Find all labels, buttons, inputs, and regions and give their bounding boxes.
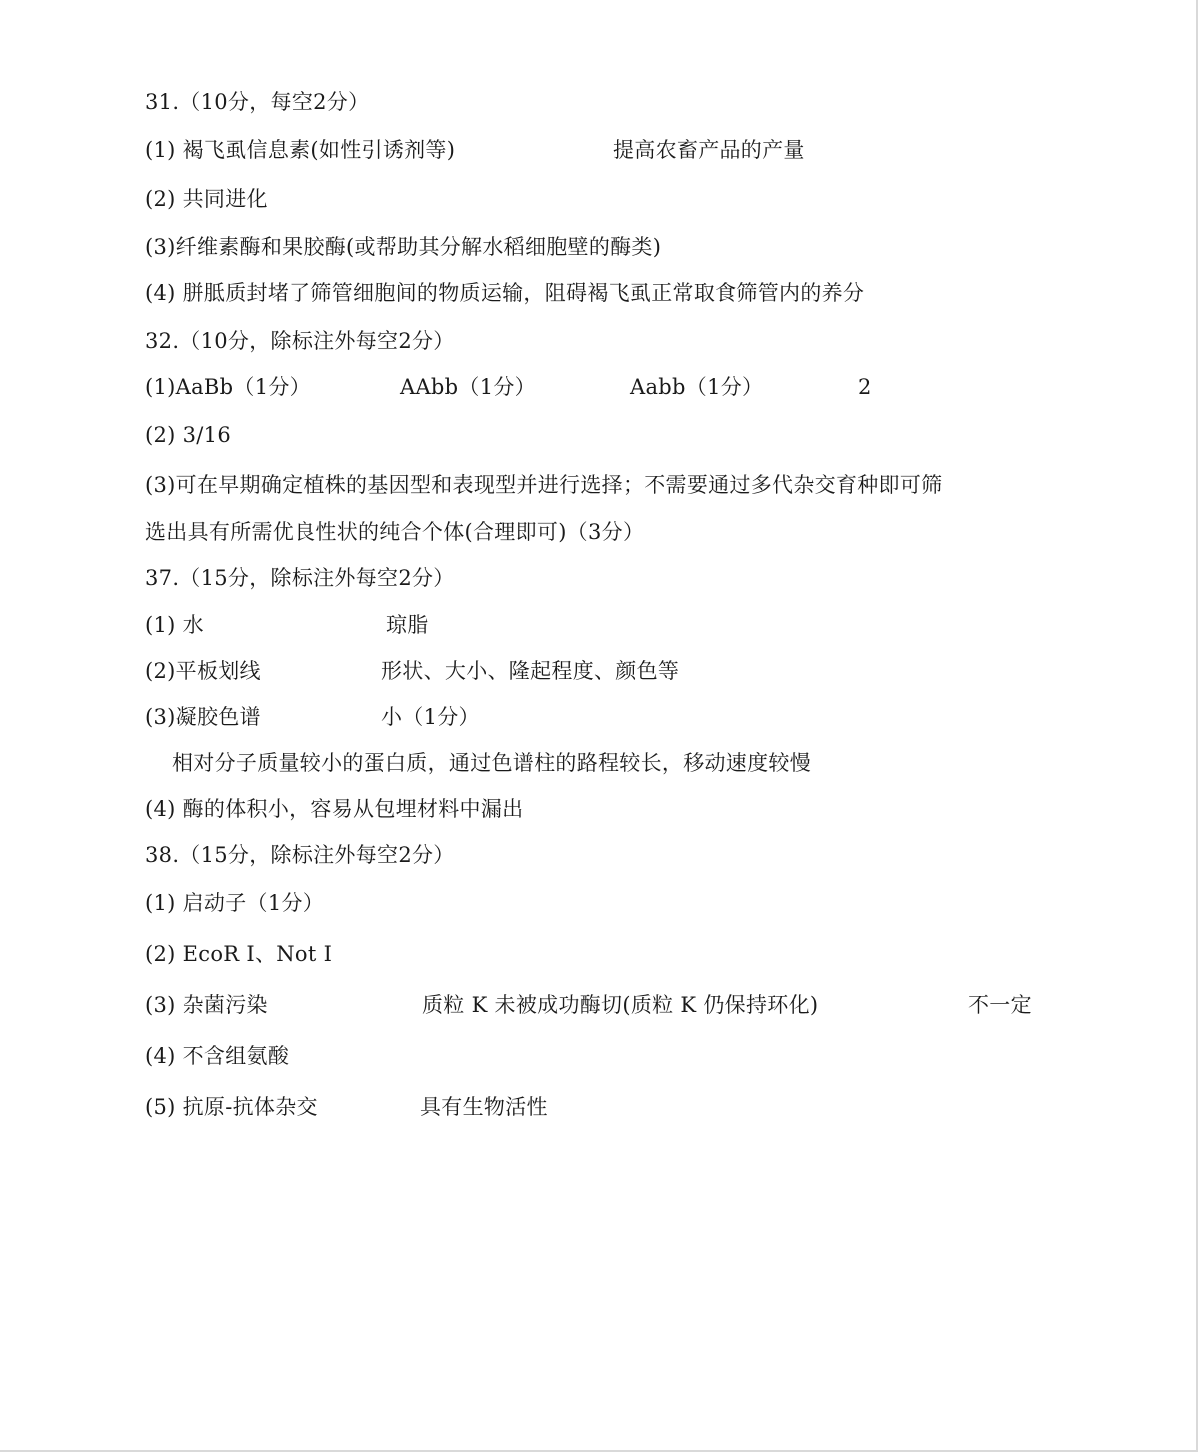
q37-answer-1a: (1) 水: [145, 613, 204, 637]
q31-answer-3: (3)纤维素酶和果胶酶(或帮助其分解水稻细胞壁的酶类): [145, 235, 662, 259]
q37-answer-3c: 相对分子质量较小的蛋白质，通过色谱柱的路程较长，移动速度较慢: [172, 751, 811, 775]
q38-header: 38.（15分，除标注外每空2分）: [145, 843, 455, 867]
q38-answer-1: (1) 启动子（1分）: [145, 891, 325, 915]
q38-answer-3b: 质粒 K 未被成功酶切(质粒 K 仍保持环化): [422, 993, 819, 1017]
q31-answer-2: (2) 共同进化: [145, 187, 268, 211]
q37-answer-2b: 形状、大小、隆起程度、颜色等: [381, 659, 680, 683]
q37-answer-1b: 琼脂: [386, 613, 429, 637]
q37-answer-4: (4) 酶的体积小，容易从包埋材料中漏出: [145, 797, 524, 821]
q31-answer-4: (4) 胼胝质封堵了筛管细胞间的物质运输，阻碍褐飞虱正常取食筛管内的养分: [145, 281, 865, 305]
q38-answer-2: (2) EcoR I、Not I: [145, 942, 333, 966]
q32-answer-1a: (1)AaBb（1分）: [145, 375, 311, 399]
q38-answer-3a: (3) 杂菌污染: [145, 993, 268, 1017]
q37-answer-3a: (3)凝胶色谱: [145, 705, 261, 729]
q32-answer-2: (2) 3/16: [145, 423, 231, 447]
q32-answer-1b: AAbb（1分）: [400, 375, 536, 399]
q31-answer-1a: (1) 褐飞虱信息素(如性引诱剂等): [145, 138, 456, 162]
q32-answer-3b: 选出具有所需优良性状的纯合个体(合理即可)（3分）: [145, 520, 645, 544]
q38-answer-5b: 具有生物活性: [420, 1095, 548, 1119]
q37-header: 37.（15分，除标注外每空2分）: [145, 566, 455, 590]
q32-answer-1c: Aabb（1分）: [630, 375, 764, 399]
q31-answer-1b: 提高农畜产品的产量: [613, 138, 805, 162]
q32-answer-1d: 2: [858, 375, 872, 399]
q38-answer-3c: 不一定: [968, 993, 1032, 1017]
q32-answer-3a: (3)可在早期确定植株的基因型和表现型并进行选择；不需要通过多代杂交育种即可筛: [145, 473, 943, 497]
q32-header: 32.（10分，除标注外每空2分）: [145, 329, 455, 353]
q38-answer-5a: (5) 抗原-抗体杂交: [145, 1095, 318, 1119]
q37-answer-3b: 小（1分）: [381, 705, 480, 729]
q31-header: 31.（10分，每空2分）: [145, 90, 370, 114]
q38-answer-4: (4) 不含组氨酸: [145, 1044, 290, 1068]
q37-answer-2a: (2)平板划线: [145, 659, 261, 683]
